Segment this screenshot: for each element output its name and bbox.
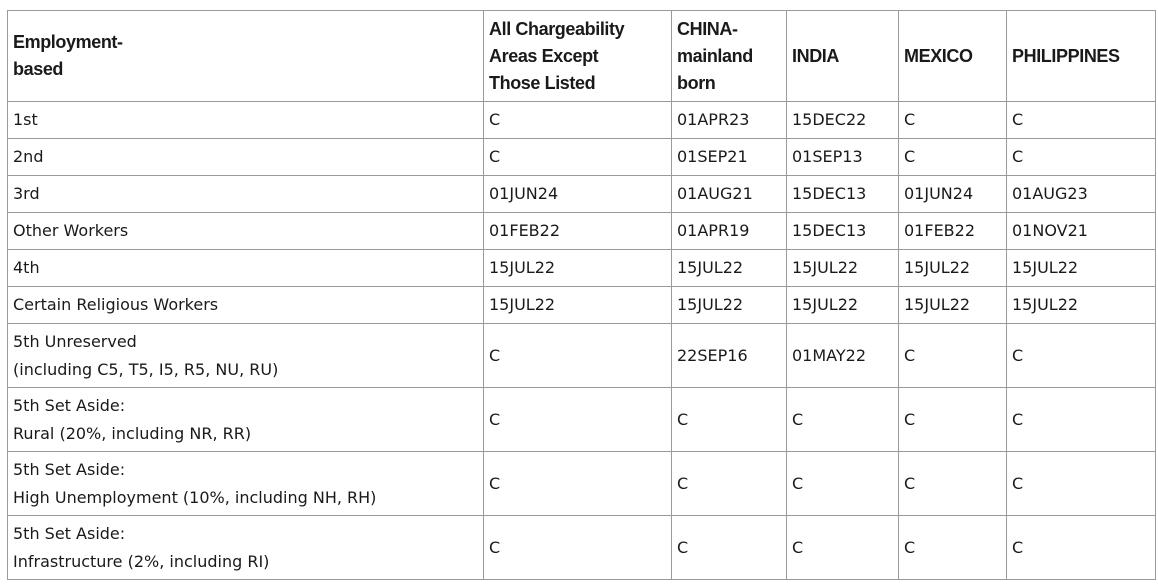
cell-india: 15DEC13 <box>787 176 899 213</box>
table-row <box>8 213 1156 250</box>
cell-all-chargeability: 01JUN24 <box>484 176 672 213</box>
cell-mexico: C <box>899 139 1007 176</box>
cell-china: 01APR19 <box>672 213 787 250</box>
cell-all-chargeability: C <box>484 102 672 139</box>
cell-all-chargeability: C <box>484 452 672 516</box>
cell-china: C <box>672 516 787 580</box>
cell-mexico: C <box>899 388 1007 452</box>
cell-china: 15JUL22 <box>672 250 787 287</box>
cell-all-chargeability: 15JUL22 <box>484 250 672 287</box>
cell-india: C <box>787 388 899 452</box>
row-category: 5th Set Aside: High Unemployment (10%, including NH, RH) <box>8 452 484 516</box>
cell-mexico: C <box>899 102 1007 139</box>
cell-all-chargeability: C <box>484 324 672 388</box>
cell-mexico: 01JUN24 <box>899 176 1007 213</box>
table-row <box>8 516 1156 580</box>
cell-mexico: 01FEB22 <box>899 213 1007 250</box>
cell-india: C <box>787 452 899 516</box>
cell-mexico: C <box>899 516 1007 580</box>
header-philippines: PHILIPPINES <box>1007 11 1156 102</box>
cell-mexico: 15JUL22 <box>899 287 1007 324</box>
row-category: 2nd <box>8 139 484 176</box>
cell-china: 22SEP16 <box>672 324 787 388</box>
cell-all-chargeability: 01FEB22 <box>484 213 672 250</box>
table-row <box>8 287 1156 324</box>
header-china: CHINA- mainland born <box>672 11 787 102</box>
cell-philippines: C <box>1007 139 1156 176</box>
cell-china: C <box>672 388 787 452</box>
row-category: 4th <box>8 250 484 287</box>
cell-all-chargeability: 15JUL22 <box>484 287 672 324</box>
cell-mexico: 15JUL22 <box>899 250 1007 287</box>
row-category: 1st <box>8 102 484 139</box>
table-row <box>8 388 1156 452</box>
row-category: Other Workers <box>8 213 484 250</box>
visa-bulletin-table <box>7 10 1156 580</box>
table-row <box>8 452 1156 516</box>
cell-philippines: 15JUL22 <box>1007 250 1156 287</box>
cell-china: C <box>672 452 787 516</box>
cell-india: 15JUL22 <box>787 287 899 324</box>
cell-india: 15JUL22 <box>787 250 899 287</box>
cell-philippines: 15JUL22 <box>1007 287 1156 324</box>
table-row <box>8 250 1156 287</box>
row-category: 5th Set Aside: Rural (20%, including NR, RR) <box>8 388 484 452</box>
cell-philippines: 01NOV21 <box>1007 213 1156 250</box>
cell-philippines: C <box>1007 452 1156 516</box>
table-row <box>8 176 1156 213</box>
cell-all-chargeability: C <box>484 516 672 580</box>
header-employment-based: Employment- based <box>8 11 484 102</box>
table-row <box>8 324 1156 388</box>
table-row <box>8 102 1156 139</box>
cell-india: 15DEC22 <box>787 102 899 139</box>
cell-mexico: C <box>899 452 1007 516</box>
row-category: 3rd <box>8 176 484 213</box>
cell-india: C <box>787 516 899 580</box>
cell-china: 01AUG21 <box>672 176 787 213</box>
cell-china: 01APR23 <box>672 102 787 139</box>
cell-all-chargeability: C <box>484 388 672 452</box>
cell-china: 15JUL22 <box>672 287 787 324</box>
header-row <box>8 11 1156 102</box>
row-category: Certain Religious Workers <box>8 287 484 324</box>
cell-india: 01SEP13 <box>787 139 899 176</box>
header-all-chargeability: All Chargeability Areas Except Those Listed <box>484 11 672 102</box>
row-category: 5th Set Aside: Infrastructure (2%, including RI) <box>8 516 484 580</box>
cell-philippines: C <box>1007 516 1156 580</box>
cell-china: 01SEP21 <box>672 139 787 176</box>
table-row <box>8 139 1156 176</box>
cell-india: 01MAY22 <box>787 324 899 388</box>
cell-philippines: C <box>1007 388 1156 452</box>
cell-all-chargeability: C <box>484 139 672 176</box>
cell-mexico: C <box>899 324 1007 388</box>
row-category: 5th Unreserved (including C5, T5, I5, R5, NU, RU) <box>8 324 484 388</box>
cell-india: 15DEC13 <box>787 213 899 250</box>
cell-philippines: C <box>1007 102 1156 139</box>
cell-philippines: C <box>1007 324 1156 388</box>
header-mexico: MEXICO <box>899 11 1007 102</box>
cell-philippines: 01AUG23 <box>1007 176 1156 213</box>
header-india: INDIA <box>787 11 899 102</box>
